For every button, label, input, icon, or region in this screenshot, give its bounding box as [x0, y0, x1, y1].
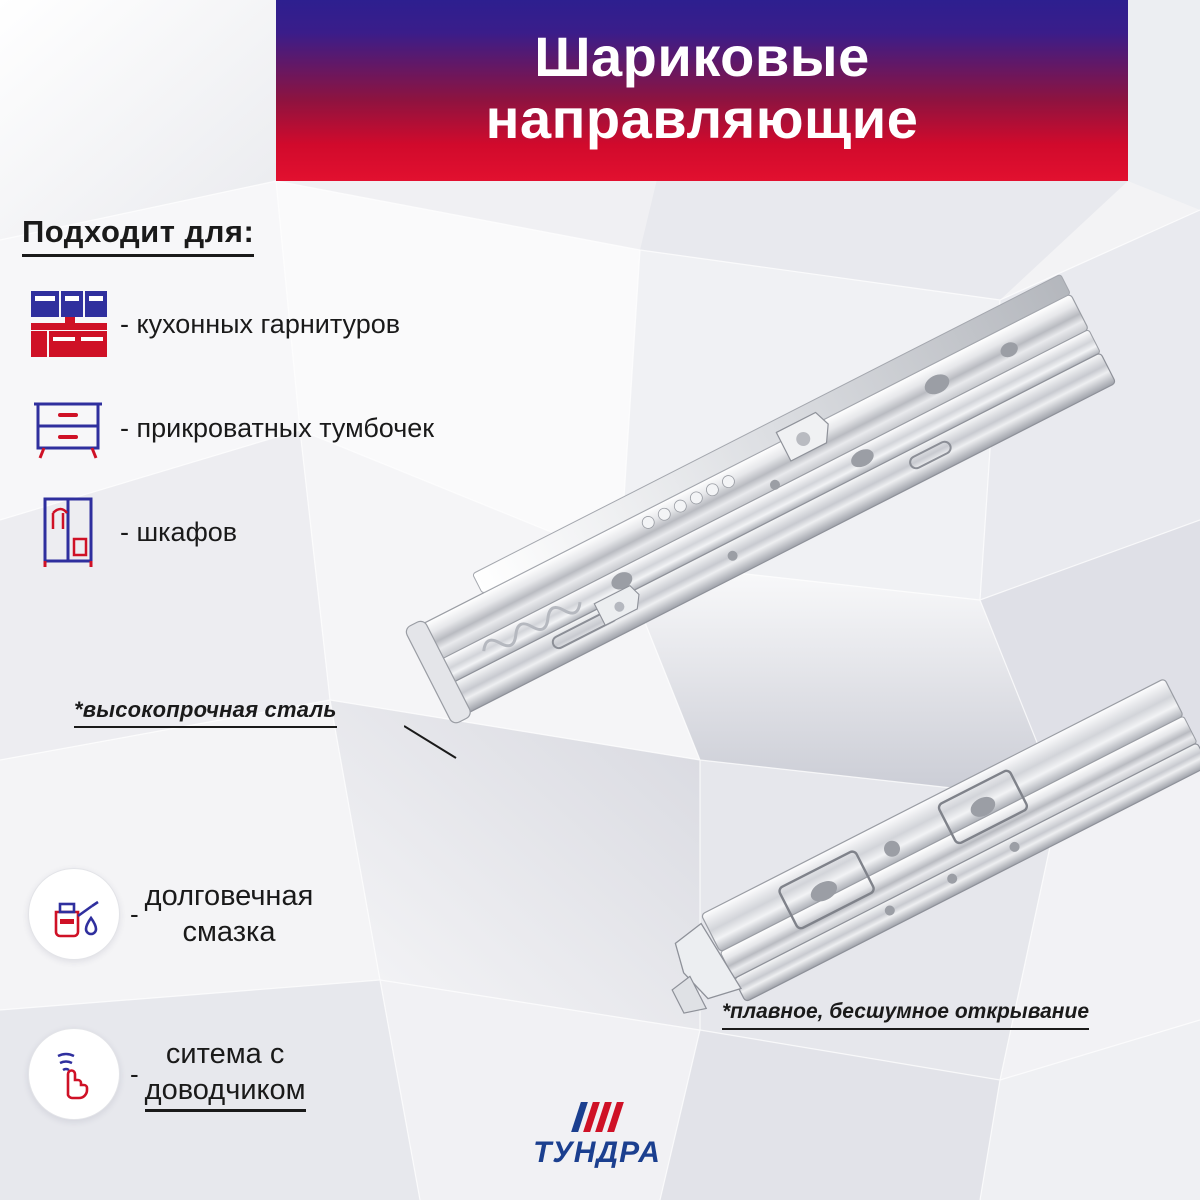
list-item [22, 285, 642, 363]
steel-callout: *высокопрочная сталь [74, 697, 337, 728]
kitchen-furniture-icon [22, 285, 114, 363]
steel-callout-leader [404, 724, 464, 764]
brand-name: ТУНДРА [533, 1136, 661, 1169]
feature-label [145, 1036, 306, 1112]
feature-label-line2: смазка [182, 916, 276, 948]
feature-dash: - [130, 1058, 139, 1089]
page-title-line2: направляющие [485, 86, 919, 150]
feature-label-line1: долговечная [144, 880, 314, 912]
suits-for-label: - шкафов [120, 516, 238, 547]
suits-for-list [22, 285, 642, 571]
feature-label [145, 878, 314, 950]
suits-for-label: - кухонных гарнитуров [120, 308, 401, 339]
suits-for-block [22, 214, 642, 597]
feature-dash: - [130, 898, 139, 929]
wardrobe-icon [22, 493, 114, 571]
oil-can-icon [28, 868, 120, 960]
page-title-line1: Шариковые [534, 24, 870, 88]
list-item [22, 493, 642, 571]
feature-soft-close [28, 1028, 306, 1120]
suits-for-label: - прикроватных тумбочек [120, 412, 435, 443]
brand-logo [497, 1098, 697, 1170]
suits-for-title: Подходит для: [22, 214, 254, 257]
feature-label-line2: доводчиком [145, 1072, 306, 1112]
feature-label-line1: ситема с [165, 1038, 285, 1070]
nightstand-icon [22, 389, 114, 467]
feature-lubrication [28, 868, 313, 960]
list-item [22, 389, 642, 467]
soft-close-touch-icon [28, 1028, 120, 1120]
smooth-opening-callout: *плавное, бесшумное открывание [722, 1000, 1089, 1030]
brand-mark-icon [497, 1098, 697, 1132]
